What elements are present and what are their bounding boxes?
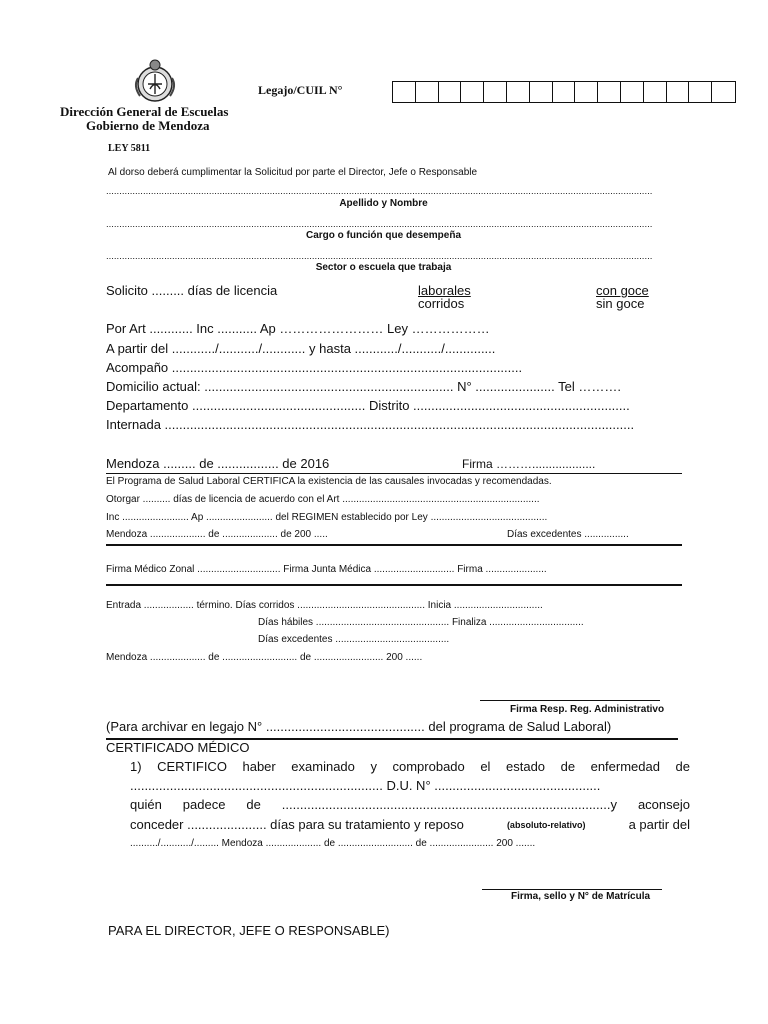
corridos-option[interactable]: corridos — [418, 296, 465, 311]
solicito-text: Solicito ......... días de licencia — [106, 283, 278, 298]
legajo-label: Legajo/CUIL N° — [258, 83, 343, 97]
mendoza-date-field[interactable]: Mendoza ......... de ................. de 2016 — [106, 456, 330, 471]
du-field[interactable]: ...................................................................... D.U. N° .............................................. — [130, 778, 601, 793]
por-art-field[interactable]: Por Art ............ Inc ........... Ap …………………… Ley ……………… — [106, 321, 490, 336]
cuil-digit-box[interactable] — [484, 82, 507, 102]
signature-line — [482, 889, 662, 890]
dias-habiles-field[interactable]: Días hábiles ................................................ Finaliza .................................. — [258, 617, 584, 628]
certificado-title: CERTIFICADO MÉDICO — [106, 740, 250, 755]
absoluto-relativo-option[interactable]: (absoluto-relativo) — [506, 819, 586, 830]
cuil-digit-box[interactable] — [689, 82, 712, 102]
sector-field[interactable]: ............................................................................................................................................................................................................... — [106, 251, 653, 262]
coat-of-arms-icon — [128, 56, 182, 104]
inc-field[interactable]: Inc ........................ Ap ........................ del REGIMEN establecido por Ley .......................................... — [106, 512, 548, 523]
divider — [106, 584, 682, 586]
cargo-field[interactable]: ............................................................................................................................................................................................................... — [106, 219, 653, 230]
cuil-digit-box[interactable] — [712, 82, 735, 102]
padece-field[interactable]: quién padece de ...........................................................................................y aconsejo — [130, 797, 690, 812]
firma-field[interactable]: Firma ………................... — [462, 457, 596, 471]
otorgar-field[interactable]: Otorgar .......... días de licencia de acuerdo con el Art ....................................................................... — [106, 494, 540, 505]
certifica-line: El Programa de Salud Laboral CERTIFICA la existencia de las causales invocadas y recomendadas. — [106, 476, 552, 487]
cuil-digit-box[interactable] — [644, 82, 667, 102]
institution-government: Gobierno de Mendoza — [86, 118, 210, 133]
footer-heading: PARA EL DIRECTOR, JEFE O RESPONSABLE) — [108, 923, 390, 938]
certificado-date-field[interactable]: ........../.........../......... Mendoza .................... de ........................... de ....................... 200 ....... — [130, 838, 536, 849]
cuil-digit-box[interactable] — [553, 82, 576, 102]
sin-goce-option[interactable]: sin goce — [596, 296, 645, 311]
firma-sello-label: Firma, sello y N° de Matrícula — [511, 891, 651, 902]
cuil-digit-box[interactable] — [575, 82, 598, 102]
instruction-text: Al dorso deberá cumplimentar la Solicitud por parte el Director, Jefe o Responsable — [108, 167, 478, 178]
firmas-line[interactable]: Firma Médico Zonal .............................. Firma Junta Médica ............................. Firma ...................... — [106, 564, 547, 575]
con-goce-option[interactable]: con goce — [596, 283, 649, 298]
cuil-digit-box[interactable] — [530, 82, 553, 102]
laborales-option[interactable]: laborales — [418, 283, 471, 298]
divider — [106, 544, 682, 546]
internada-field[interactable]: Internada .................................................................................................................................. — [106, 417, 635, 432]
dias-excedentes-field[interactable]: Días excedentes ................ — [507, 529, 629, 540]
cuil-digit-box[interactable] — [416, 82, 439, 102]
cuil-digit-box[interactable] — [667, 82, 690, 102]
entrada-excedentes-field[interactable]: Días excedentes ......................................... — [258, 634, 450, 645]
cuil-digit-box[interactable] — [393, 82, 416, 102]
archivar-field[interactable]: (Para archivar en legajo N° ............................................ del programa de Salud Laboral) — [106, 719, 612, 734]
cargo-label: Cargo o función que desempeña — [305, 230, 462, 241]
conceder-text: conceder ...................... días para su tratamiento y reposo — [130, 817, 464, 832]
domicilio-field[interactable]: Domicilio actual: ..................................................................... N° ...................... Tel ………. — [106, 379, 621, 394]
a-partir-text: a partir del — [628, 817, 690, 832]
certifica-date-field[interactable]: Mendoza .................... de .................... de 200 ..... — [106, 529, 328, 540]
sector-label: Sector o escuela que trabaja — [315, 262, 452, 273]
cuil-digit-box[interactable] — [598, 82, 621, 102]
institution-name: Dirección General de Escuelas — [60, 104, 229, 119]
firma-resp-label: Firma Resp. Reg. Administrativo — [510, 704, 665, 715]
conceder-field[interactable] — [130, 817, 690, 832]
divider — [106, 473, 682, 474]
law-number: LEY 5811 — [108, 143, 151, 154]
apellido-label: Apellido y Nombre — [339, 198, 428, 209]
cuil-digit-box[interactable] — [461, 82, 484, 102]
cuil-digit-box[interactable] — [439, 82, 462, 102]
signature-line — [480, 700, 660, 701]
entrada-date-field[interactable]: Mendoza .................... de ........................... de ......................... 200 ...... — [106, 652, 423, 663]
a-partir-field[interactable]: A partir del ............/.........../............ y hasta ............/.........../.............. — [106, 341, 496, 356]
departamento-field[interactable]: Departamento ................................................ Distrito ............................................................ — [106, 398, 630, 413]
certifico-line: 1) CERTIFICO haber examinado y comprobado el estado de enfermedad de — [130, 759, 690, 774]
cuil-digit-box[interactable] — [507, 82, 530, 102]
apellido-field[interactable]: ............................................................................................................................................................................................................... — [106, 186, 653, 197]
acompano-field[interactable]: Acompaño ................................................................................................. — [106, 360, 523, 375]
cuil-boxes[interactable] — [392, 81, 736, 103]
entrada-field[interactable]: Entrada .................. término. Días corridos .............................................. Inicia ................................ — [106, 600, 543, 611]
cuil-digit-box[interactable] — [621, 82, 644, 102]
